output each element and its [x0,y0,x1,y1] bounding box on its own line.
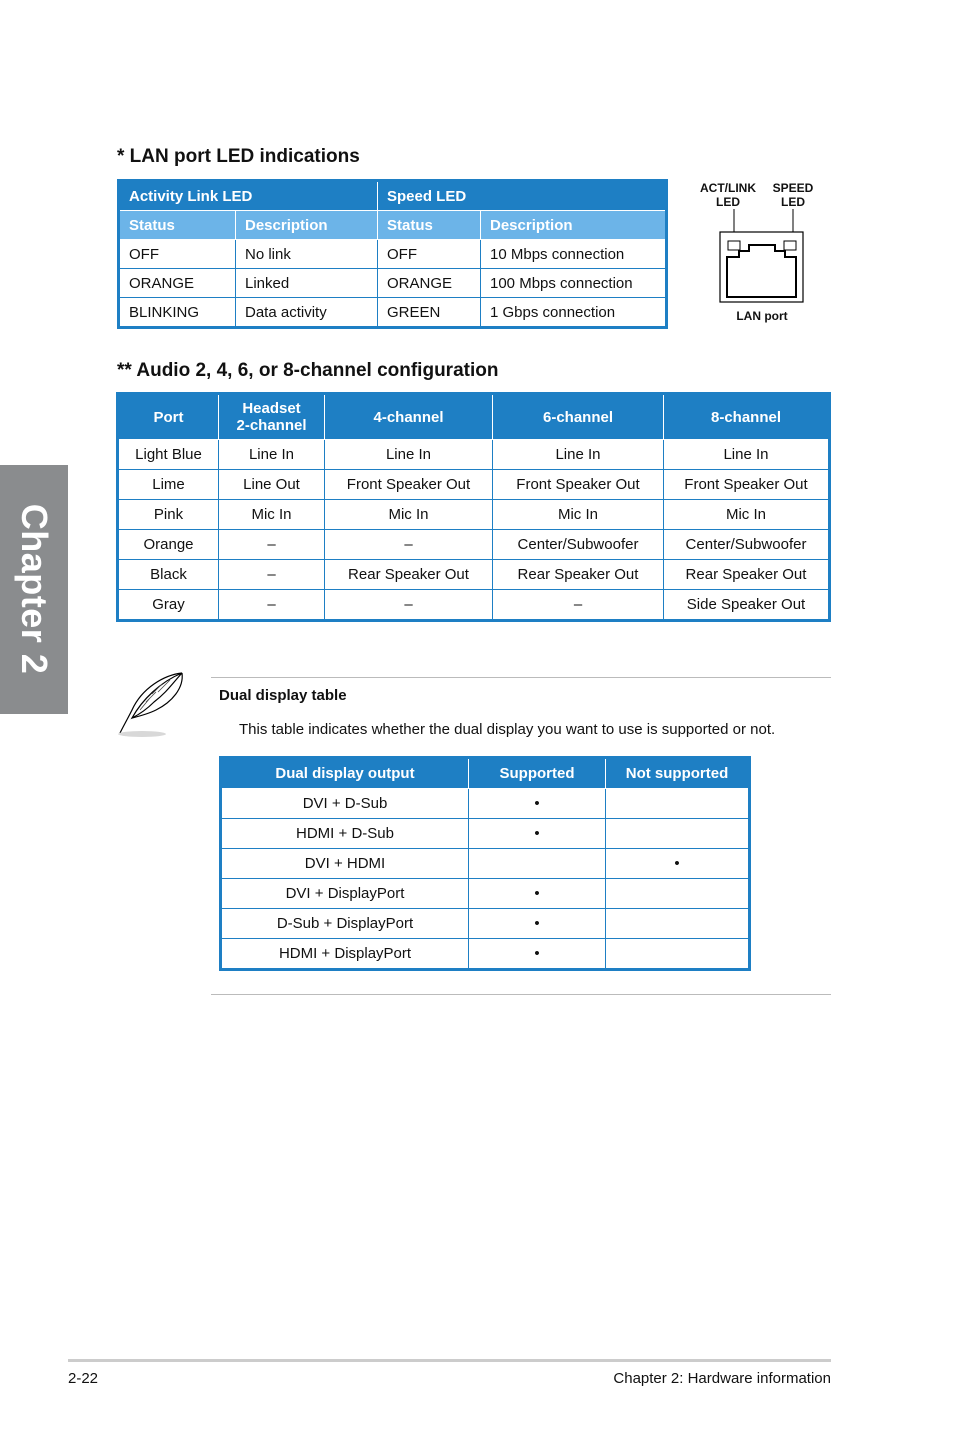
table-cell: Front Speaker Out [664,470,830,500]
table-cell: 10 Mbps connection [481,240,667,269]
table-row [119,298,667,328]
table-cell: • [606,849,750,879]
table-cell [606,819,750,849]
table-cell: – [219,590,325,621]
table-cell: Lime [118,470,219,500]
table-row [118,440,830,470]
page-number: 2-22 [68,1370,99,1387]
table-cell: – [325,530,493,560]
speed-led-header: Speed LED [378,181,667,211]
table-cell: OFF [378,240,481,269]
note-text: This table indicates whether the dual display you want to use is supported or not. [239,721,776,738]
lan-subheader: Description [481,211,667,240]
table-cell [606,879,750,909]
table-row [221,909,750,939]
table-cell: Line In [664,440,830,470]
feather-pen-icon [112,670,188,740]
table-cell: Black [118,560,219,590]
table-cell: • [469,909,606,939]
table-cell: 100 Mbps connection [481,269,667,298]
dual-display-table [219,756,751,971]
table-cell: HDMI + D-Sub [221,819,469,849]
table-cell: Front Speaker Out [493,470,664,500]
lan-subheader: Description [236,211,378,240]
table-cell: – [219,560,325,590]
footer-chapter-title: Chapter 2: Hardware information [613,1370,831,1387]
table-cell: Orange [118,530,219,560]
audio-header-headset: Headset 2-channel [219,394,325,440]
footer-rule [68,1359,831,1362]
table-cell: – [219,530,325,560]
dual-header-row [221,758,750,789]
table-cell [606,789,750,819]
note-bottom-rule [211,994,831,995]
table-cell: Line In [325,440,493,470]
audio-header-port: Port [118,394,219,440]
table-cell: OFF [119,240,236,269]
audio-config-table [116,392,831,622]
audio-header-6ch: 6-channel [493,394,664,440]
table-cell: DVI + DisplayPort [221,879,469,909]
table-cell: Line Out [219,470,325,500]
table-cell: • [469,819,606,849]
table-cell: • [469,789,606,819]
table-cell: Mic In [325,500,493,530]
table-cell: Rear Speaker Out [493,560,664,590]
audio-header-4ch: 4-channel [325,394,493,440]
table-row [221,849,750,879]
audio-header-row [118,394,830,440]
table-cell: DVI + D-Sub [221,789,469,819]
dual-header-output: Dual display output [221,758,469,789]
table-cell: Gray [118,590,219,621]
lan-port-label: LAN port [736,309,788,323]
note-top-rule [211,677,831,678]
table-cell: BLINKING [119,298,236,328]
lan-sub-header-row [119,211,667,240]
table-cell: Line In [493,440,664,470]
table-cell: Linked [236,269,378,298]
audio-header-8ch: 8-channel [664,394,830,440]
table-cell: Center/Subwoofer [664,530,830,560]
table-cell: HDMI + DisplayPort [221,939,469,970]
table-cell: Line In [219,440,325,470]
act-link-led-label: ACT/LINK LED [700,181,756,209]
dual-header-supported: Supported [469,758,606,789]
lan-subheader: Status [119,211,236,240]
speed-led-label: SPEED LED [772,181,814,209]
lan-heading: * LAN port LED indications [117,146,360,167]
table-cell: Front Speaker Out [325,470,493,500]
table-row [221,879,750,909]
table-cell [469,849,606,879]
lan-port-diagram [715,205,810,307]
table-row [118,470,830,500]
lan-led-table [117,179,668,329]
table-cell: Light Blue [118,440,219,470]
table-cell: Mic In [493,500,664,530]
chapter-tab-label: Chapter 2 [14,503,55,675]
table-cell: ORANGE [378,269,481,298]
table-row [118,500,830,530]
chapter-side-tab [0,465,68,714]
table-cell: – [325,590,493,621]
table-cell: Rear Speaker Out [325,560,493,590]
table-row [221,789,750,819]
table-cell: No link [236,240,378,269]
table-cell: Data activity [236,298,378,328]
table-cell: D-Sub + DisplayPort [221,909,469,939]
table-cell: Center/Subwoofer [493,530,664,560]
table-row [118,560,830,590]
lan-subheader: Status [378,211,481,240]
table-row [118,590,830,621]
table-cell: Rear Speaker Out [664,560,830,590]
table-row [119,240,667,269]
table-cell [606,909,750,939]
table-row [119,269,667,298]
table-cell: 1 Gbps connection [481,298,667,328]
lan-group-header-row [119,181,667,211]
table-cell: • [469,879,606,909]
table-cell: Pink [118,500,219,530]
table-row [221,819,750,849]
table-row [221,939,750,970]
table-cell: GREEN [378,298,481,328]
activity-link-header: Activity Link LED [119,181,378,211]
table-cell: • [469,939,606,970]
note-title: Dual display table [219,687,347,704]
audio-heading: ** Audio 2, 4, 6, or 8-channel configuration [117,360,499,381]
table-cell: DVI + HDMI [221,849,469,879]
table-cell: – [493,590,664,621]
table-cell: Mic In [219,500,325,530]
table-cell [606,939,750,970]
table-row [118,530,830,560]
table-cell: Mic In [664,500,830,530]
table-cell: ORANGE [119,269,236,298]
table-cell: Side Speaker Out [664,590,830,621]
dual-header-not-supported: Not supported [606,758,750,789]
